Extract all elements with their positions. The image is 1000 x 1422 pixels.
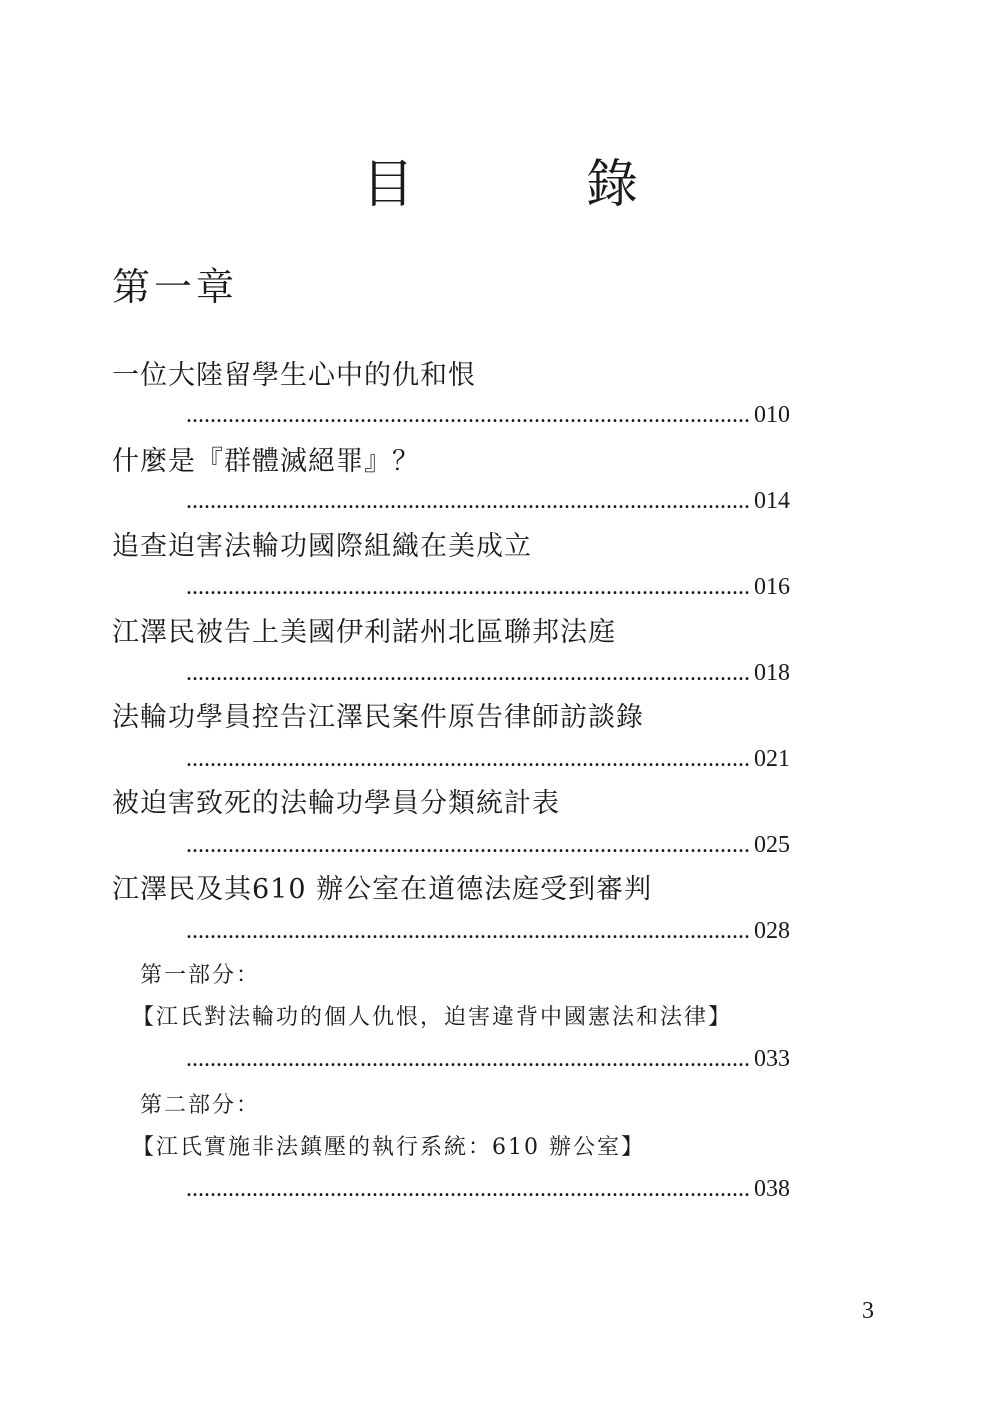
dot-leader [186, 830, 750, 860]
toc-entry-title: 一位大陸留學生心中的仇和恨 [112, 360, 476, 391]
toc-page-number: 033 [754, 1046, 790, 1072]
toc-entry-title: 什麼是『群體滅絕罪』？ [112, 446, 420, 477]
page-title: 目 錄 [361, 155, 698, 215]
toc-page-number: 014 [754, 488, 790, 514]
dot-leader [186, 400, 750, 430]
toc-entry-title: 江澤民及其610 辦公室在道德法庭受到審判 [112, 874, 653, 905]
page-number: 3 [862, 1298, 874, 1324]
toc-page-number: 028 [754, 918, 790, 944]
dot-leader [186, 916, 750, 946]
toc-page-number: 021 [754, 746, 790, 772]
toc-page-number: 038 [754, 1176, 790, 1202]
toc-part-title: 【江氏對法輪功的個人仇恨，迫害違背中國憲法和法律】 [132, 1005, 733, 1030]
toc-part-label: 第一部分： [140, 963, 261, 988]
toc-entry-leader [186, 1174, 790, 1204]
dot-leader [186, 486, 750, 516]
dot-leader [186, 744, 750, 774]
toc-entry-title: 江澤民被告上美國伊利諾州北區聯邦法庭 [112, 617, 616, 648]
toc-entry-leader [186, 572, 790, 602]
toc-part-title: 【江氏實施非法鎮壓的執行系統：610 辦公室】 [132, 1135, 645, 1160]
toc-entry-leader [186, 916, 790, 946]
chapter-heading: 第一章 [112, 265, 239, 309]
toc-page-number: 025 [754, 832, 790, 858]
toc-page-number: 010 [754, 402, 790, 428]
toc-entry-leader [186, 658, 790, 688]
toc-entry-title: 追查迫害法輪功國際組織在美成立 [112, 531, 532, 562]
toc-entry-leader [186, 744, 790, 774]
toc-entry-title: 被迫害致死的法輪功學員分類統計表 [112, 788, 560, 819]
dot-leader [186, 1174, 750, 1204]
toc-entry-leader [186, 400, 790, 430]
toc-entry-leader [186, 486, 790, 516]
dot-leader [186, 572, 750, 602]
toc-page-number: 018 [754, 660, 790, 686]
toc-entry-leader [186, 1044, 790, 1074]
toc-entry-leader [186, 830, 790, 860]
toc-page-number: 016 [754, 574, 790, 600]
toc-part-label: 第二部分： [140, 1093, 261, 1118]
dot-leader [186, 1044, 750, 1074]
toc-entry-title: 法輪功學員控告江澤民案件原告律師訪談錄 [112, 702, 644, 733]
dot-leader [186, 658, 750, 688]
